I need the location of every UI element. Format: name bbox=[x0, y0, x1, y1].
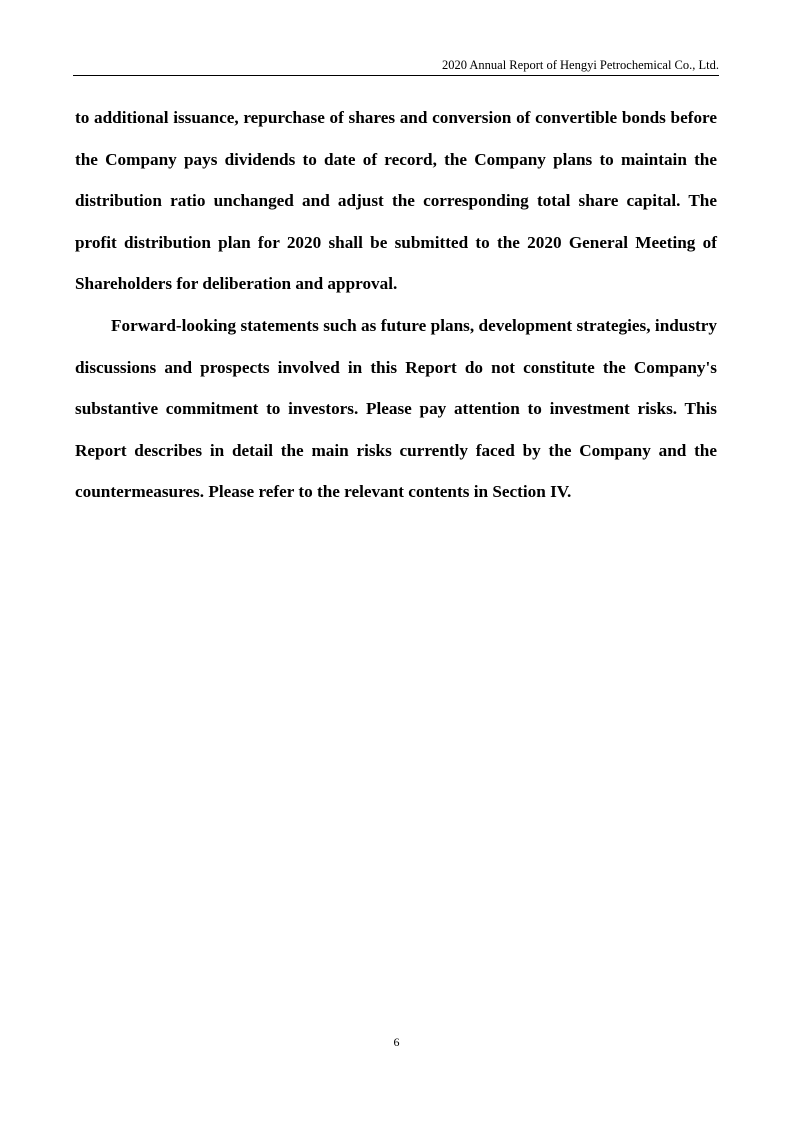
paragraph-forward-looking-statements: Forward-looking statements such as future plans, development strategies, industry discussions and prospects involved in this Report do not constitute the Company's substantive commitment to investors. Please pay attention to investment risks. This Report describes in detail the main risks currently faced by the Company and the countermeasures. Please refer to the relevant contents in Section IV. bbox=[75, 315, 717, 502]
paragraph-profit-distribution: to additional issuance, repurchase of shares and conversion of convertible bonds before the Company pays dividends to date of record, the Company plans to maintain the distribution ratio unchanged and adjust the corresponding total share capital. The profit distribution plan for 2020 shall be submitted to the 2020 General Meeting of Shareholders for deliberation and approval. bbox=[75, 108, 717, 294]
header-title: 2020 Annual Report of Hengyi Petrochemical Co., Ltd. bbox=[441, 58, 719, 72]
body-text bbox=[75, 97, 717, 513]
page-number: 6 bbox=[393, 1035, 400, 1049]
page-header bbox=[73, 55, 719, 76]
